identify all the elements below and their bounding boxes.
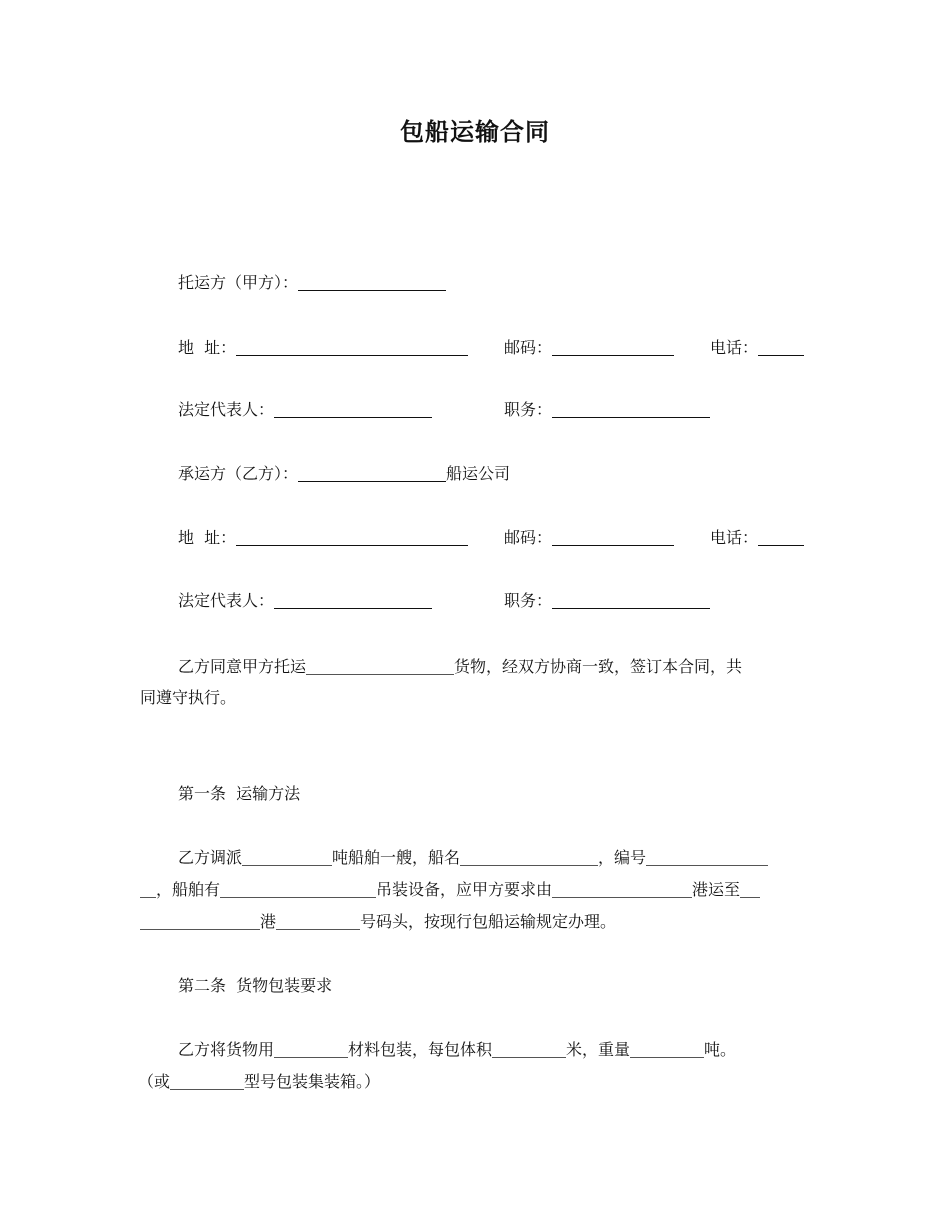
party-a-phone-blank[interactable] [758, 338, 804, 356]
party-b-phone-blank[interactable] [758, 528, 804, 546]
party-b-rep-blank[interactable] [274, 591, 432, 609]
party-a-position-row [504, 399, 710, 421]
party-b-rep-label: 法定代表人： [178, 591, 275, 610]
article-1-l3-a: 港 [260, 912, 277, 931]
destination-port-blank[interactable] [740, 880, 760, 898]
party-b-address-row [178, 527, 468, 549]
intro-line-1 [178, 656, 742, 678]
party-a-rep-blank[interactable] [274, 400, 432, 418]
ship-number-blank-cont[interactable] [140, 880, 156, 898]
party-b-blank[interactable] [298, 464, 446, 482]
party-a-label: 托运方（甲方）： [178, 273, 299, 292]
article-1-l2-b: 吊装设备，应甲方要求由 [376, 880, 553, 899]
party-b-postcode-label: 邮码： [504, 528, 553, 547]
wharf-number-blank[interactable] [276, 912, 360, 930]
article-1-l1-b: 吨船舶一艘，船名 [332, 848, 461, 867]
party-a-postcode-blank[interactable] [552, 338, 674, 356]
article-2-l2-b: 型号包装集装箱。） [244, 1072, 381, 1091]
article-2-heading-text: 第二条 货物包装要求 [178, 976, 333, 995]
party-b-phone-row [710, 527, 804, 549]
packing-material-blank[interactable] [274, 1040, 348, 1058]
article-2-heading [178, 975, 332, 997]
ship-tonnage-blank[interactable] [242, 848, 332, 866]
party-a-postcode-label: 邮码： [504, 338, 553, 357]
article-2-l1-d: 吨。 [704, 1040, 737, 1059]
document-title: 包船运输合同 [400, 118, 550, 146]
article-2-l1-b: 材料包装，每包体积 [348, 1040, 493, 1059]
party-a-address-label-row [178, 337, 468, 359]
party-a-postcode-row [504, 337, 674, 359]
package-weight-blank[interactable] [630, 1040, 704, 1058]
article-1-l1-a: 乙方调派 [178, 848, 243, 867]
article-1-line-1 [178, 847, 768, 869]
lifting-equipment-blank[interactable] [220, 880, 376, 898]
party-b-postcode-row [504, 527, 674, 549]
party-b-suffix: 船运公司 [446, 464, 511, 483]
party-a-address-blank[interactable] [236, 338, 468, 356]
intro-part-2: 货物，经双方协商一致，签订本合同，共 [454, 657, 743, 676]
article-2-l1-a: 乙方将货物用 [178, 1040, 275, 1059]
article-1-line-2 [140, 879, 760, 901]
article-1-l2-c: 港运至 [692, 880, 741, 899]
intro-line-2 [140, 687, 236, 709]
party-a-position-label: 职务： [504, 400, 553, 419]
party-b-position-label: 职务： [504, 591, 553, 610]
destination-port-blank-cont[interactable] [140, 912, 260, 930]
intro-part-3: 同遵守执行。 [140, 688, 237, 707]
article-2-l2-a: （或 [138, 1072, 171, 1091]
package-volume-blank[interactable] [492, 1040, 566, 1058]
party-b-label: 承运方（乙方）： [178, 464, 299, 483]
article-1-line-3 [140, 911, 616, 933]
ship-number-blank[interactable] [646, 848, 768, 866]
party-b-address-label: 地 址： [178, 528, 237, 547]
origin-port-blank[interactable] [552, 880, 692, 898]
party-b-line [178, 463, 510, 485]
article-2-line-1 [178, 1039, 736, 1061]
party-a-position-blank[interactable] [552, 400, 710, 418]
article-1-heading-text: 第一条 运输方法 [178, 784, 301, 803]
party-a-rep-label: 法定代表人： [178, 400, 275, 419]
party-b-postcode-blank[interactable] [552, 528, 674, 546]
article-2-line-2 [138, 1071, 380, 1093]
party-b-position-row [504, 590, 710, 612]
party-a-phone-label: 电话： [710, 338, 759, 357]
article-1-l1-c: ，编号 [598, 848, 647, 867]
party-b-position-blank[interactable] [552, 591, 710, 609]
intro-cargo-blank[interactable] [306, 657, 454, 675]
article-2-l1-c: 米，重量 [566, 1040, 631, 1059]
party-b-phone-label: 电话： [710, 528, 759, 547]
party-b-address-blank[interactable] [236, 528, 468, 546]
intro-part-1: 乙方同意甲方托运 [178, 657, 307, 676]
party-a-address-label: 地 址： [178, 338, 237, 357]
party-a-phone-row [710, 337, 804, 359]
article-1-heading [178, 783, 300, 805]
party-b-rep-row [178, 590, 432, 612]
party-a-rep-row [178, 399, 432, 421]
article-1-l3-b: 号码头，按现行包船运输规定办理。 [360, 912, 617, 931]
party-a-line [178, 272, 446, 294]
article-1-l2-a: ，船舶有 [156, 880, 221, 899]
container-model-blank[interactable] [170, 1072, 244, 1090]
party-a-blank[interactable] [298, 273, 446, 291]
ship-name-blank[interactable] [460, 848, 598, 866]
